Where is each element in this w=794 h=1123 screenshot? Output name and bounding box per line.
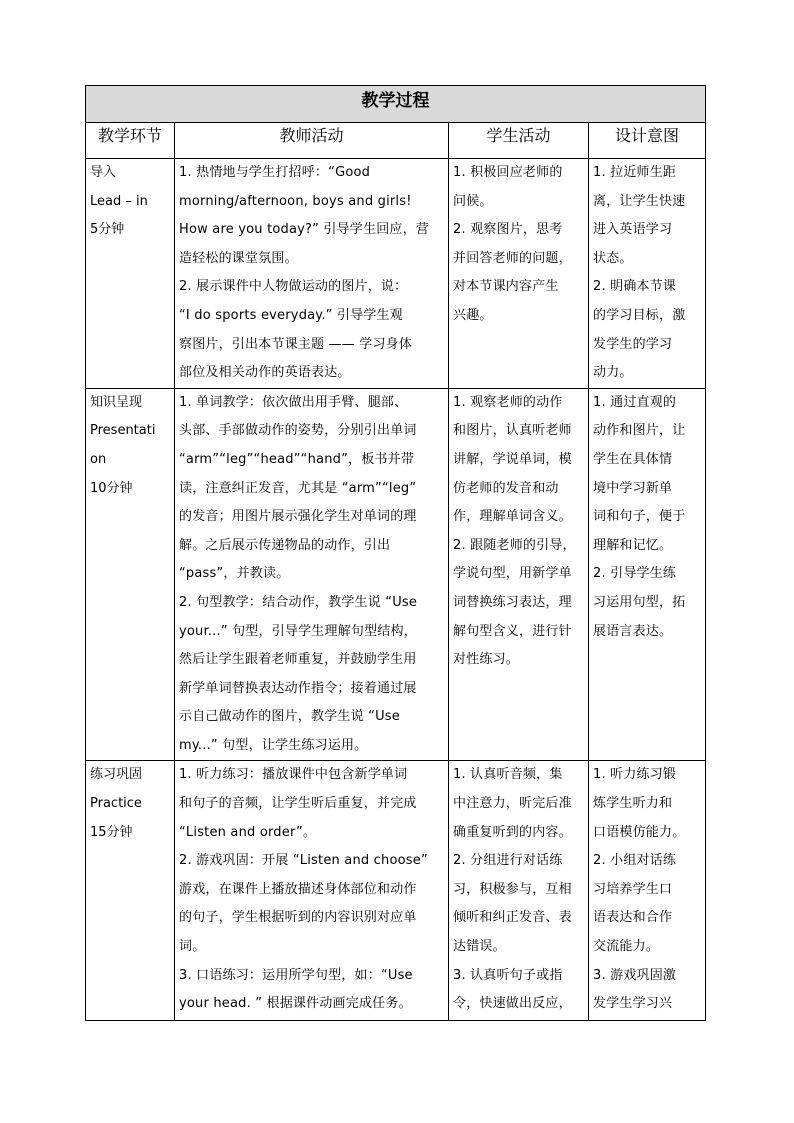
header-design-intent: 设计意图	[589, 123, 706, 159]
student-activity-cell: 1. 认真听音频，集 中注意力，听完后准 确重复听到的内容。 2. 分组进行对话练 习，积极参与，互相 倾听和纠正发音、表 达错误。 3. 认真听句子或指 令，快速做出反应，	[449, 761, 589, 1021]
stage-english: Lead – in	[90, 193, 148, 209]
stage-english-cont: on	[90, 451, 107, 467]
stage-duration: 5分钟	[90, 222, 125, 238]
teaching-process-table	[85, 85, 706, 1021]
stage-name: 知识呈现	[90, 394, 143, 410]
student-activity-cell: 1. 积极回应老师的 问候。 2. 观察图片，思考 并回答老师的问题， 对本节课内容产生 兴趣。	[449, 159, 589, 389]
teacher-activity-cell: 1. 热情地与学生打招呼：“Good morning/afternoon, boys and girls! How are you today?” 引导学生回应，营 造轻松的课堂氛围。 2. 展示课件中人物做运动的图片，说： “I do sports everyday.” 引导学生观 察图片，引出本节课主题 —— 学习身体 部位及相关动作的英语表达。	[175, 159, 449, 389]
stage-name: 导入	[90, 165, 117, 180]
teacher-activity-cell: 1. 单词教学：依次做出用手臂、腿部、 头部、手部做动作的姿势，分别引出单词 “arm”“leg”“head”“hand”，板书并带 读，注意纠正发音，尤其是 “arm”“leg” 的发音；用图片展示强化学生对单词的理 解。之后展示传递物品的动作，引出 “pass”，并教读。 2. 句型教学：结合动作，教学生说 “Use your...” 句型，引导学生理解句型结构， 然后让学生跟着老师重复，并鼓励学生用 新学单词替换表达动作指令；接着通过展 示自己做动作的图片，教学生说 “Use my...” 句型，让学生练习运用。	[175, 388, 449, 761]
stage-duration: 10分钟	[90, 480, 133, 496]
table-header-row	[86, 123, 706, 159]
header-student-activity: 学生活动	[449, 123, 589, 159]
table-row	[86, 388, 706, 761]
header-teacher-activity: 教师活动	[175, 123, 449, 159]
design-intent-cell: 1. 通过直观的 动作和图片，让 学生在具体情 境中学习新单 词和句子，便于 理解和记忆。 2. 引导学生练 习运用句型，拓 展语言表达。	[589, 388, 706, 761]
design-intent-cell: 1. 听力练习锻 炼学生听力和 口语模仿能力。 2. 小组对话练 习培养学生口 语表达和合作 交流能力。 3. 游戏巩固激 发学生学习兴	[589, 761, 706, 1021]
table-row	[86, 159, 706, 389]
table-title: 教学过程	[86, 86, 706, 123]
stage-cell	[86, 159, 175, 389]
stage-name: 练习巩固	[90, 767, 143, 783]
header-stage: 教学环节	[86, 123, 175, 159]
stage-english: Presentati	[90, 423, 156, 439]
table-title-row	[86, 86, 706, 123]
stage-english: Practice	[90, 796, 142, 812]
stage-cell	[86, 761, 175, 1021]
student-activity-cell: 1. 观察老师的动作 和图片，认真听老师 讲解，学说单词，模 仿老师的发音和动 作，理解单词含义。 2. 跟随老师的引导， 学说句型，用新学单 词替换练习表达，理 解句型含义，进行针 对性练习。	[449, 388, 589, 761]
design-intent-cell: 1. 拉近师生距 离，让学生快速 进入英语学习 状态。 2. 明确本节课 的学习目标，激 发学生的学习 动力。	[589, 159, 706, 389]
table-row	[86, 761, 706, 1021]
teacher-activity-cell: 1. 听力练习：播放课件中包含新学单词 和句子的音频，让学生听后重复，并完成 “Listen and order”。 2. 游戏巩固：开展 “Listen and choose” 游戏，在课件上播放描述身体部位和动作 的句子，学生根据听到的内容识别对应单 词。 3. 口语练习：运用所学句型，如：“Use your head. ” 根据课件动画完成任务。	[175, 761, 449, 1021]
stage-cell	[86, 388, 175, 761]
stage-duration: 15分钟	[90, 824, 133, 840]
